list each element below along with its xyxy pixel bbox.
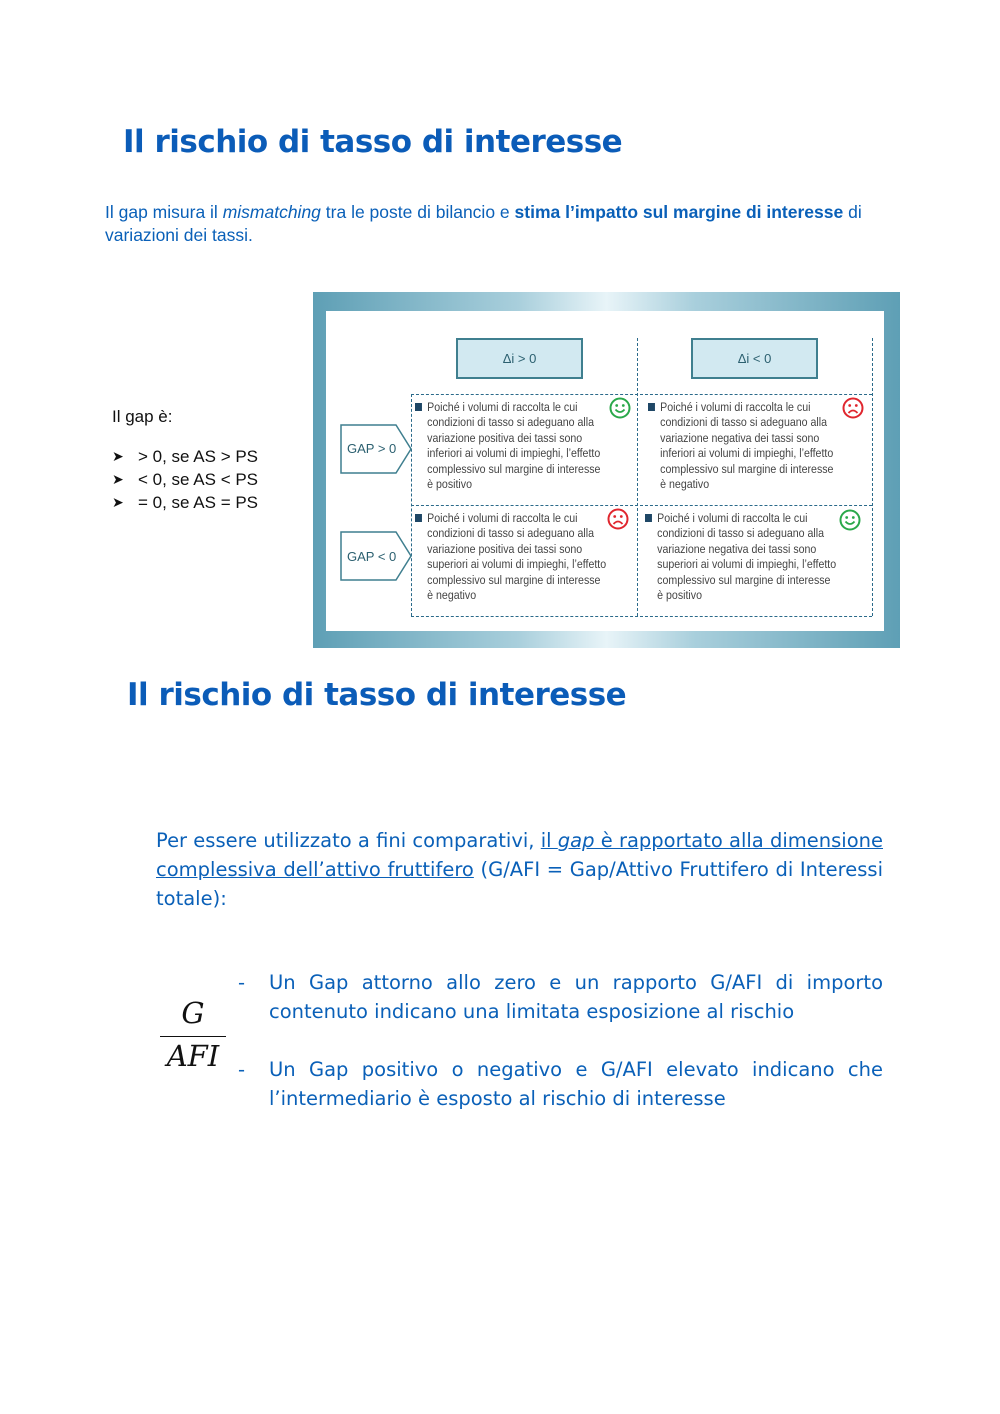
section-title: Il rischio di tasso di interesse: [127, 677, 627, 713]
grid-divider: [411, 394, 872, 395]
cell-line: condizioni di tasso si adeguano alla: [660, 415, 828, 430]
cell-line: Poiché i volumi di raccolta le cui: [660, 400, 811, 414]
cell-line: variazione positiva dei tassi sono: [427, 430, 583, 445]
intro-bold: stima l’impatto sul margine di interesse: [514, 202, 844, 222]
square-bullet-icon: [415, 403, 422, 411]
happy-face-icon: [609, 397, 631, 419]
cell-line: complessivo sul margine di interesse: [657, 572, 831, 587]
cell-line: variazione negativa dei tassi sono: [657, 541, 817, 556]
bullet-text: Un Gap attorno allo zero e un rapporto G/AFI di importo contenuto indicano una limitata esposizione al rischio: [269, 971, 883, 1023]
list-item: [112, 468, 258, 491]
figure-panel: [326, 311, 884, 631]
matrix-cell: [645, 511, 836, 603]
cell-line: complessivo sul margine di interesse: [660, 461, 834, 476]
para-emphasis: gap: [557, 829, 595, 852]
cell-line: inferiori ai volumi di impieghi, l’effetto: [427, 446, 601, 461]
cell-line: variazione negativa dei tassi sono: [660, 430, 820, 445]
intro-emphasis: mismatching: [222, 202, 321, 222]
sad-face-icon: [607, 508, 629, 530]
cell-line: è positivo: [427, 477, 472, 492]
grid-divider: [411, 616, 872, 617]
matrix-cell: [415, 511, 606, 603]
list-item: [238, 968, 883, 1026]
cell-line: complessivo sul margine di interesse: [427, 572, 601, 587]
list-item-text: = 0, se AS = PS: [138, 492, 259, 512]
grid-divider: [411, 505, 872, 506]
list-item: [112, 445, 258, 468]
row-header: GAP < 0: [347, 549, 397, 564]
cell-line: variazione positiva dei tassi sono: [427, 541, 583, 556]
list-item: [238, 1055, 883, 1113]
list-item-text: > 0, se AS > PS: [138, 446, 259, 466]
square-bullet-icon: [415, 514, 422, 522]
arrow-bullet-icon: ➤: [112, 471, 124, 487]
page-title: Il rischio di tasso di interesse: [123, 124, 623, 160]
cell-line: Poiché i volumi di raccolta le cui: [427, 400, 578, 414]
cell-line: inferiori ai volumi di impieghi, l’effetto: [660, 446, 834, 461]
arrow-bullet-icon: ➤: [112, 448, 124, 464]
column-header: Δi < 0: [691, 338, 818, 379]
square-bullet-icon: [648, 403, 655, 411]
dash-bullet: -: [238, 1058, 246, 1081]
arrow-bullet-icon: ➤: [112, 494, 124, 510]
dash-bullet: -: [238, 971, 246, 994]
cell-line: condizioni di tasso si adeguano alla: [427, 526, 595, 541]
intro-text: tra le poste di bilancio e: [320, 202, 515, 222]
fraction-formula: [160, 996, 226, 1077]
column-header: Δi > 0: [456, 338, 583, 379]
para-text: (G/AFI = Gap/Attivo Fruttifero di Interessi totale):: [156, 858, 883, 910]
row-header: GAP > 0: [347, 441, 397, 456]
grid-divider: [637, 338, 638, 616]
para-text: il: [540, 829, 558, 852]
square-bullet-icon: [645, 514, 652, 522]
intro-paragraph: [105, 201, 865, 247]
matrix-cell: [648, 400, 833, 492]
cell-line: condizioni di tasso si adeguano alla: [657, 526, 825, 541]
bullet-text: Un Gap positivo o negativo e G/AFI elevato indicano che l’intermediario è esposto al rischio di interesse: [269, 1058, 883, 1110]
intro-text: Il gap misura il: [105, 202, 223, 222]
cell-line: è positivo: [657, 588, 702, 603]
matrix-cell: [415, 400, 600, 492]
fraction-numerator: G: [181, 996, 205, 1030]
gap-list-heading: Il gap è:: [112, 407, 173, 426]
cell-line: Poiché i volumi di raccolta le cui: [657, 511, 808, 525]
cell-line: complessivo sul margine di interesse: [427, 461, 601, 476]
happy-face-icon: [839, 509, 861, 531]
intro-text: di variazioni dei tassi.: [105, 202, 862, 245]
cell-line: è negativo: [660, 477, 710, 492]
sad-face-icon: [842, 397, 864, 419]
list-item-text: < 0, se AS < PS: [138, 469, 259, 489]
para-text: Per essere utilizzato a fini comparativi,: [156, 829, 541, 852]
list-item: [112, 491, 258, 514]
cell-line: condizioni di tasso si adeguano alla: [427, 415, 595, 430]
body-paragraph: [156, 826, 883, 913]
gap-definition-list: [112, 407, 258, 514]
cell-line: superiori ai volumi di impieghi, l’effetto: [657, 557, 837, 572]
grid-divider: [872, 338, 873, 616]
gap-matrix-figure: [313, 292, 900, 648]
fraction-bar: [160, 1036, 226, 1037]
cell-line: è negativo: [427, 588, 477, 603]
fraction-denominator: AFI: [166, 1039, 220, 1073]
para-text: è rapportato alla dimensione complessiva dell’attivo fruttifero: [156, 829, 883, 881]
cell-line: Poiché i volumi di raccolta le cui: [427, 511, 578, 525]
cell-line: superiori ai volumi di impieghi, l’effetto: [427, 557, 607, 572]
